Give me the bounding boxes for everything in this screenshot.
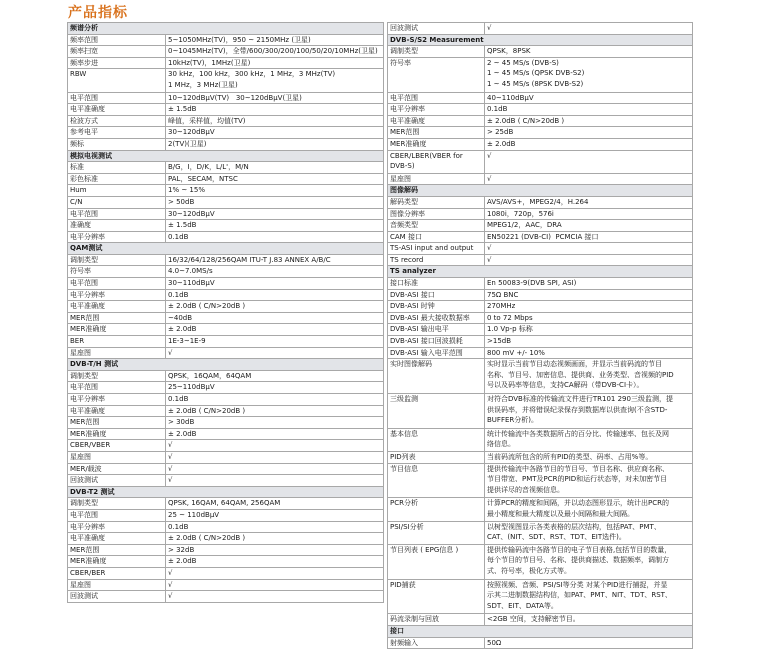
spec-row (388, 219, 692, 231)
spec-label: MER范围 (68, 417, 166, 428)
spec-value: √ (168, 348, 173, 357)
spec-row (68, 381, 383, 393)
spec-label: 节目信息 (388, 464, 485, 498)
spec-row (68, 196, 383, 208)
spec-row (68, 590, 383, 602)
spec-label: 电平范围 (388, 93, 485, 104)
spec-value: B/G，I，D/K，L/L'，M/N (168, 163, 249, 172)
spec-label: RBW (68, 69, 166, 91)
spec-label: 调制类型 (68, 371, 166, 382)
spec-value: 计算PCR的精度和间隔，并以动态图形显示，统计出PCR的 最小精度和最大精度以及最小间隔和最大间隔。 (487, 499, 669, 518)
spec-value: 0~1045MHz(TV)，全带/600/300/200/100/50/20/10MHz(卫星) (168, 47, 378, 56)
spec-row (388, 289, 692, 301)
spec-label: 电平分辨率 (68, 394, 166, 405)
spec-value: 4.0~7.0MS/s (168, 267, 213, 276)
spec-row (68, 579, 383, 591)
spec-label: 调制类型 (68, 498, 166, 509)
spec-label: 电平准确度 (68, 533, 166, 544)
spec-row (388, 323, 692, 335)
spec-row (68, 138, 383, 150)
spec-row (68, 439, 383, 451)
spec-row (68, 497, 383, 509)
spec-row (68, 57, 383, 69)
spec-value: QPSK，16QAM，64QAM (168, 371, 252, 380)
spec-label: DVB-ASI 时钟 (388, 301, 485, 312)
spec-value: √ (487, 255, 492, 264)
spec-row (68, 405, 383, 417)
spec-value: PAL，SECAM，NTSC (168, 174, 238, 183)
section-header (68, 22, 383, 34)
spec-value: <2GB 空间，支持解密节目。 (487, 615, 580, 624)
section-title: QAM测试 (70, 244, 103, 253)
spec-value: 统计传输流中各类数据所占的百分比、传输速率、包长及网 络信息。 (487, 429, 669, 449)
section-header (388, 184, 692, 196)
spec-row (68, 231, 383, 243)
spec-label: 电平范围 (68, 209, 166, 220)
spec-value: AVS/AVS+，MPEG2/4，H.264 (487, 197, 589, 206)
spec-label: 电平准确度 (68, 301, 166, 312)
spec-row (388, 521, 692, 544)
spec-label: MER准确度 (68, 324, 166, 335)
spec-row (388, 637, 692, 649)
spec-label: 频率扫宽 (68, 46, 166, 57)
spec-row (388, 103, 692, 115)
spec-label: 码流录制与回放 (388, 614, 485, 625)
spec-value: ± 2.0dB ( C/N>20dB ) (168, 534, 246, 543)
spec-label: PCR分析 (388, 498, 485, 520)
spec-table-left (67, 22, 384, 603)
spec-value: 0.1dB (168, 232, 189, 241)
spec-value: √ (168, 568, 173, 577)
spec-row (68, 254, 383, 266)
spec-row (68, 416, 383, 428)
spec-label: 符号率 (388, 58, 485, 92)
spec-value: √ (168, 476, 173, 485)
spec-label: MER准确度 (68, 429, 166, 440)
spec-value: ~40dB (168, 313, 193, 322)
spec-row (68, 474, 383, 486)
spec-label: DVB-ASI 接口回波损耗 (388, 336, 485, 347)
spec-label: MER准确度 (388, 139, 485, 150)
spec-label: DVB-ASI 输入电平范围 (388, 348, 485, 359)
spec-row (388, 579, 692, 614)
spec-row (68, 115, 383, 127)
spec-row (388, 45, 692, 57)
spec-label: 节目列表 ( EPG信息 ) (388, 545, 485, 579)
spec-label: C/N (68, 197, 166, 208)
spec-value: 1.0 Vp-p 标称 (487, 325, 533, 334)
spec-label: TS-ASI input and output (388, 243, 485, 254)
spec-value: 30 kHz，100 kHz，300 kHz，1 MHz，3 MHz(TV) 1 MHz，3 MHz(卫星) (168, 70, 336, 89)
spec-label: DVB-ASI 输出电平 (388, 324, 485, 335)
spec-row (388, 150, 692, 173)
spec-label: PID捕获 (388, 580, 485, 614)
spec-value: 270MHz (487, 302, 516, 311)
spec-label: 回波测试 (388, 23, 485, 34)
spec-label: 电平范围 (68, 510, 166, 521)
section-title: 模拟电视测试 (70, 151, 112, 160)
spec-value: 0.1dB (168, 395, 189, 403)
section-header (388, 625, 692, 637)
spec-value: √ (168, 464, 173, 473)
spec-label: 实时图像解码 (388, 359, 485, 393)
spec-row (388, 242, 692, 254)
spec-label: 标准 (68, 162, 166, 173)
spec-row (68, 370, 383, 382)
spec-row (388, 196, 692, 208)
section-header (388, 265, 692, 277)
spec-label: 参考电平 (68, 127, 166, 138)
spec-label: 电平分辨率 (388, 104, 485, 115)
section-header (68, 242, 383, 254)
spec-label: MER范围 (388, 127, 485, 138)
spec-row (388, 463, 692, 498)
spec-row (388, 613, 692, 625)
spec-row (388, 208, 692, 220)
spec-value: ± 2.0dB ( C/N>20dB ) (168, 302, 246, 311)
spec-value: 800 mV +/- 10% (487, 348, 545, 357)
spec-row (68, 219, 383, 231)
spec-label: 符号率 (68, 266, 166, 277)
section-title: TS analyzer (390, 267, 436, 276)
spec-value: √ (168, 580, 173, 589)
spec-value: 10~120dBμV(TV) 30~120dBμV(卫星) (168, 93, 302, 102)
spec-label: 电平范围 (68, 93, 166, 104)
spec-row (388, 451, 692, 463)
spec-row (388, 347, 692, 359)
spec-row (388, 312, 692, 324)
spec-label: 电平准确度 (388, 116, 485, 127)
spec-value: 1E-3~1E-9 (168, 337, 206, 346)
spec-value: > 32dB (168, 545, 195, 554)
spec-label: 调制类型 (388, 46, 485, 57)
spec-value: EN50221 (DVB-CI) PCMCIA 接口 (487, 232, 599, 241)
spec-row (388, 335, 692, 347)
spec-row (68, 45, 383, 57)
spec-label: 频标 (68, 139, 166, 150)
spec-row (68, 509, 383, 521)
spec-row (388, 138, 692, 150)
spec-value: ± 2.0dB (487, 139, 516, 148)
spec-label: 星座图 (388, 174, 485, 185)
spec-value: QPSK, 16QAM, 64QAM, 256QAM (168, 499, 281, 508)
page-title: 产品指标 (68, 5, 128, 21)
spec-value: ± 1.5dB (168, 105, 197, 114)
spec-label: 电平准确度 (68, 104, 166, 115)
spec-label: CBER/VBER (68, 440, 166, 451)
spec-row (68, 208, 383, 220)
spec-row (388, 544, 692, 579)
spec-value: 2(TV)(卫星) (168, 139, 207, 148)
spec-value: 提供传输流中各路节目的节目号、节目名称、供应商名称、 节目带宽、PMT及PCR的PID和运行状态等，对未加密节目 提供详尽的音视频信息。 (487, 464, 669, 494)
spec-value: ± 1.5dB (168, 221, 197, 230)
spec-value: 0.1dB (168, 290, 189, 299)
spec-row (68, 161, 383, 173)
spec-row (388, 231, 692, 243)
spec-label: 频率步进 (68, 58, 166, 69)
spec-label: 彩色标准 (68, 174, 166, 185)
spec-value: 对符合DVB标准的传输流文件进行TR101 290三级监测，提 供误码率，并将错误纪录保存到数据库以供查询(不含STD- BUFFER分析)。 (487, 395, 673, 425)
spec-row (68, 567, 383, 579)
spec-value: 0.1dB (168, 522, 189, 531)
spec-label: BER (68, 336, 166, 347)
spec-label: CAM 接口 (388, 232, 485, 243)
spec-value: √ (487, 244, 492, 253)
spec-value: 0.1dB (487, 105, 508, 114)
spec-value: ± 2.0dB ( C/N>20dB ) (168, 406, 246, 415)
spec-row (68, 92, 383, 104)
spec-label: 星座图 (68, 348, 166, 359)
spec-label: Hum (68, 185, 166, 196)
spec-row (68, 184, 383, 196)
spec-value: √ (487, 151, 492, 160)
spec-label: 星座图 (68, 580, 166, 591)
spec-row (68, 335, 383, 347)
spec-row (388, 300, 692, 312)
spec-value: 16/32/64/128/256QAM ITU-T J.83 ANNEX A/B/C (168, 255, 331, 264)
spec-label: 射频输入 (388, 638, 485, 649)
spec-row (68, 323, 383, 335)
spec-value: ± 2.0dB ( C/N>20dB ) (487, 116, 565, 125)
spec-label: 回波测试 (68, 475, 166, 486)
section-title: DVB-S/S2 Measurement (390, 35, 484, 44)
spec-label: 调制类型 (68, 255, 166, 266)
spec-row (68, 265, 383, 277)
spec-label: 回波测试 (68, 591, 166, 602)
spec-row (68, 68, 383, 91)
spec-row (68, 393, 383, 405)
section-title: DVB-T2 测试 (70, 487, 115, 496)
spec-value: 1% ~ 15% (168, 186, 205, 195)
spec-row (68, 555, 383, 567)
spec-label: DVB-ASI 最大接收数据率 (388, 313, 485, 324)
spec-label: CBER/BER (68, 568, 166, 579)
spec-label: 基本信息 (388, 429, 485, 451)
section-header (68, 150, 383, 162)
spec-label: 解码类型 (388, 197, 485, 208)
spec-row (388, 428, 692, 451)
spec-row (68, 544, 383, 556)
spec-value: 25~110dBμV (168, 383, 215, 392)
spec-value: 5~1050MHz(TV)，950 ~ 2150MHz (卫星) (168, 35, 311, 44)
spec-label: 电平分辨率 (68, 522, 166, 533)
spec-value: 30~110dBμV (168, 279, 215, 288)
spec-row (68, 289, 383, 301)
spec-label: PID列表 (388, 452, 485, 463)
spec-row (388, 497, 692, 520)
spec-value: > 50dB (168, 197, 195, 206)
spec-row (68, 277, 383, 289)
spec-label: MER范围 (68, 545, 166, 556)
section-title: 频谱分析 (70, 24, 98, 32)
spec-row (68, 103, 383, 115)
spec-value: 实时显示当前节目动态视频画面，并显示当前码流的节目 名称、节目号、加密信息、提供商、业务类型、音视频的PID 号以及码率等信息，支持CA解码（带DVB-CI卡）。 (487, 360, 674, 390)
spec-value: QPSK，8PSK (487, 47, 531, 56)
spec-label: DVB-ASI 接口 (388, 290, 485, 301)
spec-value: En 50083-9(DVB SPI, ASI) (487, 279, 577, 288)
spec-row (388, 173, 692, 185)
spec-label: 音频类型 (388, 220, 485, 231)
spec-row (388, 393, 692, 428)
spec-row (388, 277, 692, 289)
spec-label: 准确度 (68, 220, 166, 231)
spec-label: PSI/SI分析 (388, 522, 485, 544)
spec-value: √ (487, 24, 492, 32)
spec-row (388, 92, 692, 104)
spec-label: 电平分辨率 (68, 232, 166, 243)
spec-row (68, 300, 383, 312)
section-header (68, 358, 383, 370)
spec-value: > 30dB (168, 418, 195, 427)
spec-row (388, 126, 692, 138)
spec-row (68, 347, 383, 359)
spec-row (68, 428, 383, 440)
spec-value: 当前码流所包含的所有PID的类型、码率、占用%等。 (487, 453, 653, 462)
spec-value: 10kHz(TV)，1MHz(卫星) (168, 58, 251, 67)
spec-row (68, 173, 383, 185)
spec-value: >15dB (487, 337, 512, 346)
spec-row (68, 532, 383, 544)
spec-value: 30~120dBμV (168, 128, 215, 137)
spec-value: ± 2.0dB (168, 429, 197, 438)
spec-value: ± 2.0dB (168, 557, 197, 566)
spec-label: 图像分辨率 (388, 209, 485, 220)
spec-label: 三级监测 (388, 394, 485, 428)
spec-value: 25 ~ 110dBμV (168, 510, 220, 519)
spec-row (68, 521, 383, 533)
spec-row (388, 115, 692, 127)
spec-value: 2 ~ 45 MS/s (DVB-S) 1 ~ 45 MS/s (QPSK DVB-S2) 1 ~ 45 MS/s (8PSK DVB-S2) (487, 58, 585, 88)
spec-value: 40~110dBμV (487, 93, 534, 102)
spec-value: 按照视频、音频、PSI/SI等分类 对某个PID进行捕捉，并显 示其二进制数据结构信，如PAT、PMT、NIT、TDT、RST、 SDT、EIT、DATA等。 (487, 580, 672, 610)
section-title: DVB-T/H 测试 (70, 360, 119, 369)
spec-value: 峰值，采样值，均值(TV) (168, 116, 246, 125)
spec-label: 电平范围 (68, 278, 166, 289)
spec-label: 接口标准 (388, 278, 485, 289)
spec-row (388, 358, 692, 393)
spec-value: MPEG1/2，AAC，DRA (487, 221, 562, 230)
spec-row (388, 57, 692, 92)
spec-value: 75Ω BNC (487, 290, 519, 299)
spec-row (68, 312, 383, 324)
spec-row (68, 451, 383, 463)
spec-label: CBER/LBER(VBER for DVB-S) (388, 151, 485, 173)
spec-value: 以树型视图显示各类表格的层次结构，包括PAT、PMT、 CAT、(NIT、SDT、RST、TDT、EIT选件)。 (487, 522, 661, 542)
spec-row (388, 254, 692, 266)
spec-label: 电平分辨率 (68, 290, 166, 301)
spec-value: > 25dB (487, 128, 514, 137)
spec-label: 电平范围 (68, 382, 166, 393)
spec-label: 频率范围 (68, 35, 166, 46)
section-header (388, 34, 692, 46)
section-title: 图像解码 (390, 186, 418, 195)
spec-value: √ (168, 452, 173, 461)
spec-label: MER/载波 (68, 464, 166, 475)
spec-value: √ (168, 592, 173, 601)
spec-value: 30~120dBμV (168, 209, 215, 218)
section-title: 接口 (390, 626, 404, 635)
spec-value: 50Ω (487, 638, 502, 647)
spec-label: 电平准确度 (68, 406, 166, 417)
spec-value: √ (487, 174, 492, 183)
spec-row (68, 463, 383, 475)
section-header (68, 486, 383, 498)
spec-label: MER准确度 (68, 556, 166, 567)
spec-table-right (387, 22, 693, 649)
spec-row (388, 22, 692, 34)
spec-row (68, 126, 383, 138)
spec-value: 提供传输码流中各路节目的电子节目表格,包括节目的数量， 每个节目的节目号、名称、提供商描述、数据频率，调制方 式、符号率，极化方式等。 (487, 545, 672, 575)
spec-row (68, 34, 383, 46)
spec-label: TS record (388, 255, 485, 266)
spec-label: 星座图 (68, 452, 166, 463)
spec-value: 0 to 72 Mbps (487, 313, 533, 322)
spec-label: 检波方式 (68, 116, 166, 127)
spec-value: ± 2.0dB (168, 325, 197, 334)
spec-value: √ (168, 441, 173, 450)
spec-value: 1080i，720p，576i (487, 209, 554, 218)
spec-label: MER范围 (68, 313, 166, 324)
